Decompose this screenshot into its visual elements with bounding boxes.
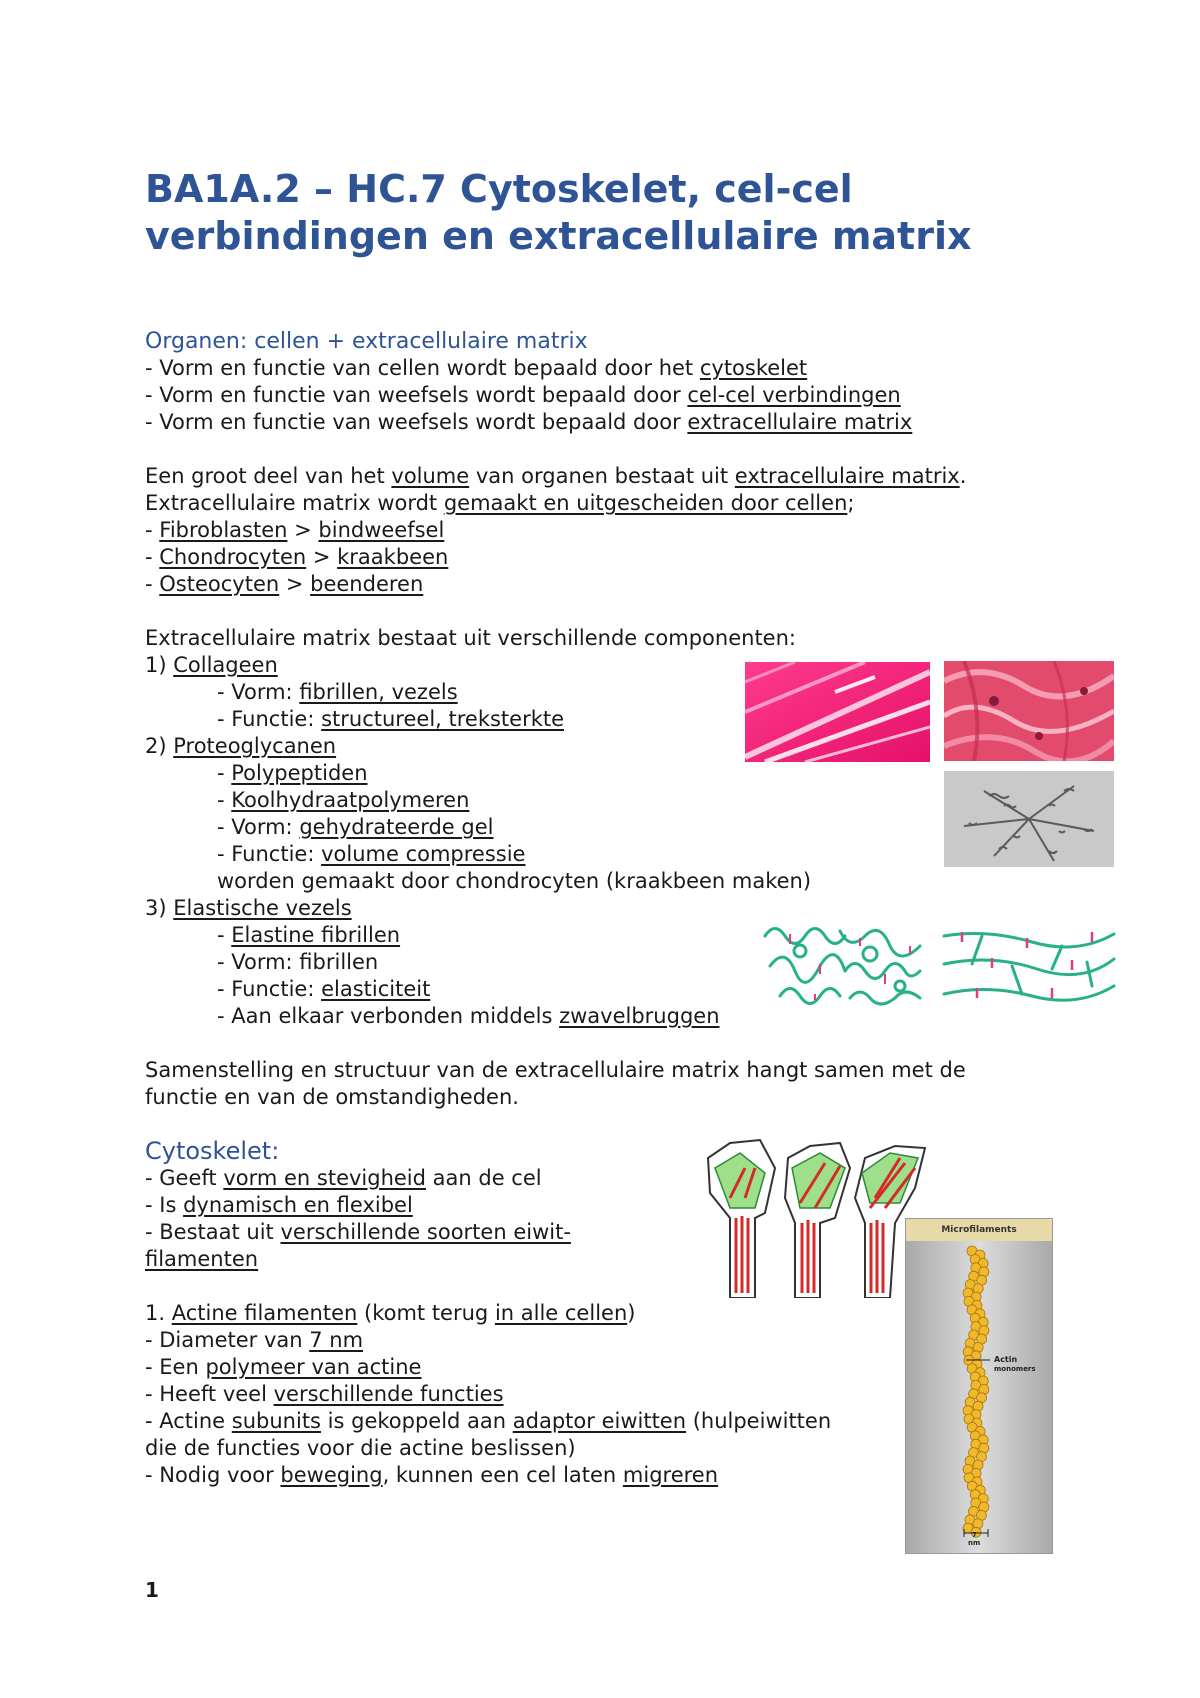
cyto-bullet-soorten: - Bestaat uit verschillende soorten eiwit- <box>145 1220 571 1244</box>
samenstelling-line-1: Samenstelling en structuur van de extracellulaire matrix hangt samen met de <box>145 1058 966 1082</box>
section-heading-cytoskelet: Cytoskelet: <box>145 1137 280 1165</box>
bullet-ecm: - Vorm en functie van weefsels wordt bepaald door extracellulaire matrix <box>145 410 913 434</box>
cyto-bullet-vorm: - Geeft vorm en stevigheid aan de cel <box>145 1166 542 1190</box>
elastine-vorm: - Vorm: fibrillen <box>217 950 379 974</box>
collagen-tissue-image <box>944 661 1114 761</box>
paragraph-gemaakt: Extracellulaire matrix wordt gemaakt en uitgescheiden door cellen; <box>145 491 855 515</box>
actine-subunits: - Actine subunits is gekoppeld aan adaptor eiwitten (hulpeiwitten <box>145 1409 832 1433</box>
section-heading-organen: Organen: cellen + extracellulaire matrix <box>145 329 588 354</box>
component-collageen: 1) Collageen <box>145 653 278 677</box>
samenstelling-line-2: functie en van de omstandigheden. <box>145 1085 519 1109</box>
collageen-functie: - Functie: structureel, treksterkte <box>217 707 565 731</box>
components-intro: Extracellulaire matrix bestaat uit verschillende componenten: <box>145 626 796 650</box>
proteoglycan-micrograph <box>944 771 1114 867</box>
microfilament-figure <box>905 1218 1053 1554</box>
scale-label-2: nm <box>968 1539 981 1547</box>
list-item-chondrocyten: - Chondrocyten > kraakbeen <box>145 545 449 569</box>
actine-polymeer: - Een polymeer van actine <box>145 1355 422 1379</box>
actine-functies: - Heeft veel verschillende functies <box>145 1382 504 1406</box>
cytoskeleton-cells-illustration <box>700 1138 935 1298</box>
list-item-fibroblasten: - Fibroblasten > bindweefsel <box>145 518 445 542</box>
cyto-bullet-soorten-cont: filamenten <box>145 1247 259 1271</box>
page-title <box>145 166 1095 260</box>
bullet-cel-cel: - Vorm en functie van weefsels wordt bepaald door cel-cel verbindingen <box>145 383 901 407</box>
elastin-network-relaxed <box>760 916 930 1006</box>
actin-label-1: Actin <box>994 1355 1018 1364</box>
microfilament-header: Microfilaments <box>906 1219 1052 1241</box>
proteoglycanen-note: worden gemaakt door chondrocyten (kraakbeen maken) <box>217 869 812 893</box>
elastin-network-stretched <box>942 924 1117 1004</box>
page-number: 1 <box>145 1578 159 1602</box>
title-line-2: verbindingen en extracellulaire matrix <box>145 214 972 258</box>
component-elastische-vezels: 3) Elastische vezels <box>145 896 352 920</box>
title-line-1: BA1A.2 – HC.7 Cytoskelet, cel-cel <box>145 167 853 211</box>
component-proteoglycanen: 2) Proteoglycanen <box>145 734 337 758</box>
collageen-vorm: - Vorm: fibrillen, vezels <box>217 680 458 704</box>
actin-label-2: monomers <box>994 1365 1036 1373</box>
proteoglycanen-functie: - Functie: volume compressie <box>217 842 526 866</box>
actine-subunits-cont: die de functies voor die actine beslissen) <box>145 1436 576 1460</box>
actine-beweging: - Nodig voor beweging, kunnen een cel laten migreren <box>145 1463 719 1487</box>
proteoglycanen-koolhydraat: - Koolhydraatpolymeren <box>217 788 470 812</box>
elastine-functie: - Functie: elasticiteit <box>217 977 431 1001</box>
list-item-osteocyten: - Osteocyten > beenderen <box>145 572 424 596</box>
cyto-bullet-dynamisch: - Is dynamisch en flexibel <box>145 1193 413 1217</box>
elastine-zwavelbruggen: - Aan elkaar verbonden middels zwavelbruggen <box>217 1004 720 1028</box>
actin-chain <box>906 1241 1052 1553</box>
collagen-fiber-image <box>745 662 930 762</box>
scale-label-1: 7 <box>972 1531 977 1539</box>
actine-heading: 1. Actine filamenten (komt terug in alle cellen) <box>145 1301 636 1325</box>
actine-diameter: - Diameter van 7 nm <box>145 1328 364 1352</box>
bullet-cytoskelet: - Vorm en functie van cellen wordt bepaald door het cytoskelet <box>145 356 808 380</box>
proteoglycanen-vorm: - Vorm: gehydrateerde gel <box>217 815 494 839</box>
elastine-fibrillen: - Elastine fibrillen <box>217 923 401 947</box>
paragraph-volume: Een groot deel van het volume van organen bestaat uit extracellulaire matrix. <box>145 464 967 488</box>
proteoglycanen-polypeptiden: - Polypeptiden <box>217 761 368 785</box>
